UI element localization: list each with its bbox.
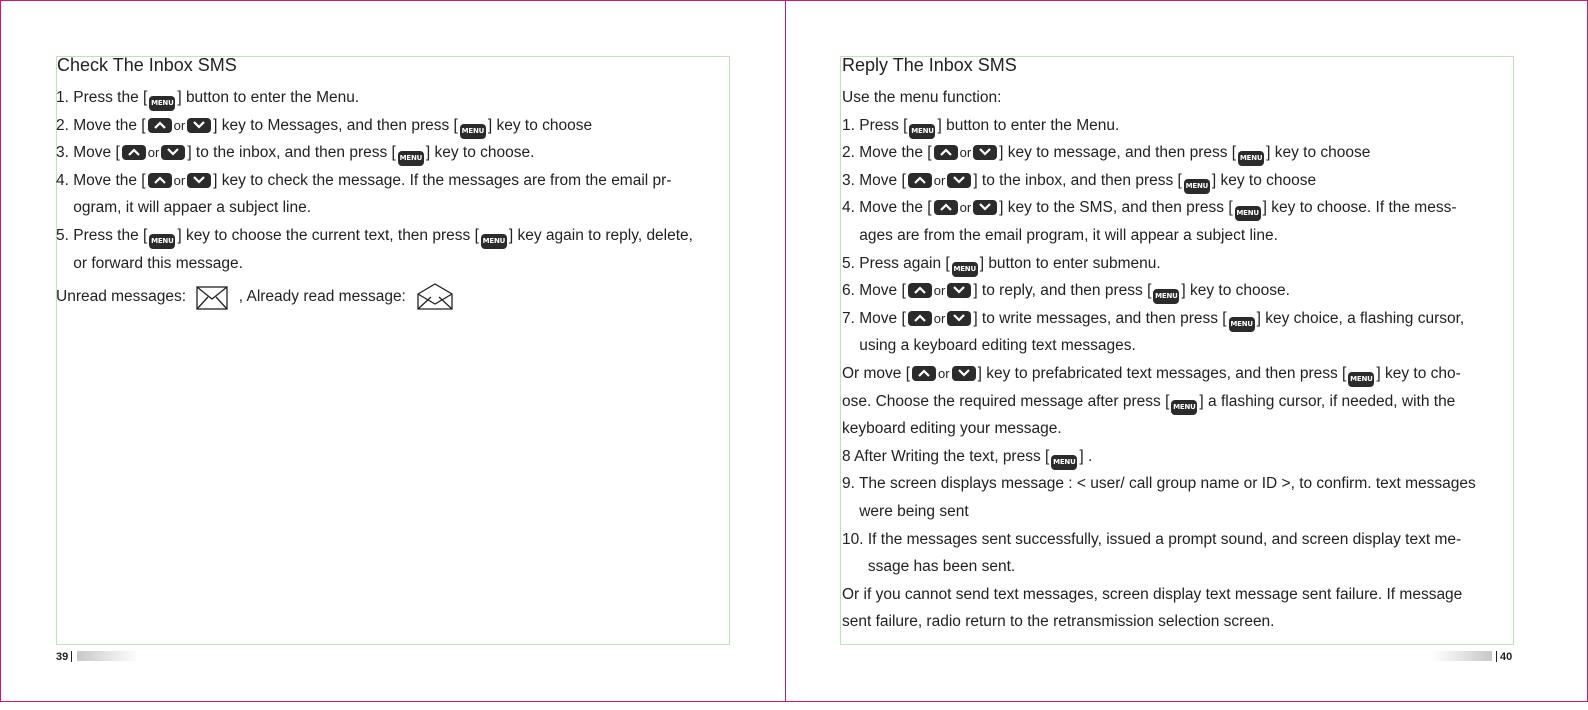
line-text: ] key to Messages, and then press [ <box>213 116 458 134</box>
chevron-down-icon <box>947 173 971 188</box>
body-line <box>842 475 1476 493</box>
or-separator: or <box>938 366 950 381</box>
line-text: 5. Press the [ <box>56 227 148 244</box>
body-line <box>56 172 671 190</box>
line-text: 9. The screen displays message : < user/ call group name or ID >, to confirm. text messages <box>842 475 1476 493</box>
right-footer-bar <box>1432 651 1492 661</box>
or-separator: or <box>173 117 186 133</box>
line-text: 8 After Writing the text, press [ <box>842 447 1050 465</box>
line-text: ] key to choose <box>1211 171 1317 189</box>
menu-key-icon: MENU <box>1229 317 1255 332</box>
menu-key-icon: MENU <box>481 234 507 249</box>
body-line <box>56 89 359 111</box>
body-line <box>56 117 592 139</box>
line-text: ] key to choose <box>1266 144 1371 162</box>
line-text: ] a flashing cursor, if needed, with the <box>1199 392 1456 410</box>
chevron-down-icon <box>952 366 976 381</box>
line-text: ] button to enter the Menu. <box>937 116 1120 134</box>
chevron-down-icon <box>187 173 211 188</box>
body-line <box>842 558 1015 576</box>
chevron-down-icon <box>947 283 971 298</box>
body-line <box>842 365 1461 387</box>
line-text: 4. Move the [ <box>56 171 146 189</box>
read-label: , Already read message: <box>238 288 406 305</box>
line-text: ] key to check the message. If the messages are from the email pr- <box>213 171 672 189</box>
line-text: ] key to choose. <box>425 144 535 162</box>
left-page-title: Check The Inbox SMS <box>57 55 237 75</box>
line-text: 1. Press the [ <box>56 89 148 106</box>
line-text: were being sent <box>842 503 969 520</box>
body-line <box>842 255 1161 277</box>
line-text: 7. Move [ <box>842 309 906 327</box>
body-line <box>842 393 1455 415</box>
menu-key-icon: MENU <box>149 234 175 249</box>
envelope-open-icon <box>416 282 454 315</box>
line-text: ose. Choose the required message after press [ <box>842 392 1170 410</box>
menu-key-icon: MENU <box>149 96 175 111</box>
line-text: ] key to choose. If the mess- <box>1262 199 1457 217</box>
line-text: Use the menu function: <box>842 89 1002 106</box>
body-line <box>56 144 534 166</box>
chevron-up-icon <box>934 145 958 160</box>
body-line <box>842 503 969 521</box>
line-text: 2. Move the [ <box>842 144 932 162</box>
page-number-divider <box>71 651 72 662</box>
line-text: keyboard editing your message. <box>842 420 1062 438</box>
menu-key-icon: MENU <box>398 151 424 166</box>
right-page-number: 40 <box>1500 651 1513 663</box>
menu-key-icon: MENU <box>1348 372 1374 387</box>
page-number-divider <box>1496 651 1497 662</box>
line-text: ] key to cho- <box>1376 365 1461 382</box>
left-page-number: 39 <box>56 651 69 663</box>
line-text: ] key to choose the current text, then press [ <box>177 227 479 244</box>
chevron-down-icon <box>187 118 211 133</box>
body-line <box>842 420 1062 438</box>
body-line <box>842 448 1092 470</box>
line-text: 6. Move [ <box>842 282 906 300</box>
line-text: ] key again to reply, delete, <box>508 227 693 244</box>
line-text: 5. Press again [ <box>842 254 950 272</box>
line-text: ] key to choose <box>487 116 593 134</box>
menu-key-icon: MENU <box>1051 455 1077 470</box>
line-text: ] key to choose. <box>1181 282 1290 300</box>
line-text: 4. Move the [ <box>842 199 932 217</box>
body-line <box>842 282 1290 304</box>
chevron-up-icon <box>908 311 932 326</box>
body-line <box>842 310 1464 332</box>
menu-key-icon: MENU <box>1171 400 1197 415</box>
line-text: ] button to enter the Menu. <box>177 89 360 106</box>
envelope-closed-icon <box>196 286 228 315</box>
line-text: ] key to the SMS, and then press [ <box>999 199 1233 217</box>
unread-label: Unread messages: <box>56 288 187 305</box>
line-text: ] . <box>1079 447 1093 465</box>
body-line <box>842 531 1461 549</box>
menu-key-icon: MENU <box>952 262 978 277</box>
left-footer-bar <box>77 651 139 661</box>
line-text: ] key to prefabricated text messages, and then press [ <box>977 365 1347 382</box>
or-separator: or <box>173 172 186 188</box>
line-text: ] to write messages, and then press [ <box>973 309 1227 327</box>
chevron-up-icon <box>148 173 172 188</box>
or-separator: or <box>959 200 972 216</box>
menu-key-icon: MENU <box>1235 206 1261 221</box>
menu-key-icon: MENU <box>1184 179 1210 194</box>
chevron-up-icon <box>908 283 932 298</box>
or-separator: or <box>933 283 946 299</box>
line-text: ] to the inbox, and then press [ <box>973 171 1182 189</box>
line-text: ] button to enter submenu. <box>979 254 1161 272</box>
line-text: using a keyboard editing text messages. <box>842 337 1136 355</box>
line-text: or forward this message. <box>56 254 243 272</box>
line-text: 10. If the messages sent successfully, issued a prompt sound, and screen display text me- <box>842 530 1462 548</box>
chevron-up-icon <box>148 118 172 133</box>
body-line <box>56 199 311 217</box>
menu-key-icon: MENU <box>1153 289 1179 304</box>
line-text: 3. Move [ <box>842 171 906 189</box>
body-line <box>56 255 243 273</box>
body-line <box>842 337 1136 355</box>
chevron-up-icon <box>122 145 146 160</box>
chevron-up-icon <box>912 366 936 381</box>
or-separator: or <box>959 145 972 161</box>
line-text: 2. Move the [ <box>56 116 146 134</box>
or-separator: or <box>147 145 160 161</box>
line-text: ] key to message, and then press [ <box>999 144 1237 162</box>
menu-key-icon: MENU <box>909 124 935 139</box>
chevron-up-icon <box>934 200 958 215</box>
right-page-title: Reply The Inbox SMS <box>842 55 1017 75</box>
body-line <box>842 227 1278 245</box>
body-line <box>842 172 1316 194</box>
message-status-legend <box>56 282 460 315</box>
line-text: ages are from the email program, it will appear a subject line. <box>842 227 1278 244</box>
line-text: Or if you cannot send text messages, screen display text message sent failure. If message <box>842 585 1463 603</box>
body-line <box>842 613 1275 631</box>
chevron-down-icon <box>973 145 997 160</box>
chevron-up-icon <box>908 173 932 188</box>
menu-key-icon: MENU <box>1238 151 1264 166</box>
body-line <box>842 199 1457 221</box>
body-line <box>842 117 1119 139</box>
or-separator: or <box>933 310 946 326</box>
body-line <box>842 144 1370 166</box>
menu-key-icon: MENU <box>460 124 486 139</box>
line-text: Or move [ <box>842 365 911 382</box>
line-text: ] to reply, and then press [ <box>973 282 1152 300</box>
line-text: sent failure, radio return to the retransmission selection screen. <box>842 613 1275 631</box>
line-text: ] key choice, a flashing cursor, <box>1256 309 1465 327</box>
line-text: ssage has been sent. <box>842 558 1016 576</box>
chevron-down-icon <box>161 145 185 160</box>
or-separator: or <box>933 172 946 188</box>
line-text: 3. Move [ <box>56 144 120 162</box>
chevron-down-icon <box>947 311 971 326</box>
line-text: ogram, it will appaer a subject line. <box>56 199 312 217</box>
line-text: 1. Press [ <box>842 116 908 134</box>
body-line <box>842 586 1462 604</box>
body-line <box>842 89 1001 107</box>
chevron-down-icon <box>973 200 997 215</box>
body-line <box>56 227 693 249</box>
line-text: ] to the inbox, and then press [ <box>187 144 396 162</box>
